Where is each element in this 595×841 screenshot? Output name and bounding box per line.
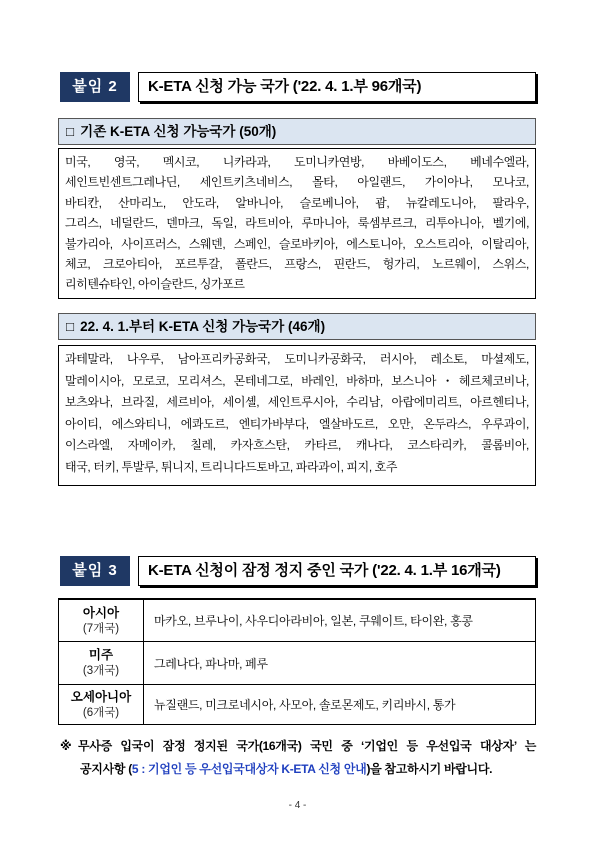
note-line-1 xyxy=(60,735,536,758)
note-line-2-after: )을 참고하시기 바랍니다. xyxy=(366,762,493,776)
group2-country-list xyxy=(58,345,536,486)
annex3-badge: 붙임 3 xyxy=(60,556,130,586)
region-name: 아시아 xyxy=(82,605,120,620)
country-line: 과테말라, 나우루, 남아프리카공화국, 도미니카공화국, 러시아, 레소토, 마셜제도, xyxy=(65,352,529,366)
note-line-2-before: 공지사항 ( xyxy=(80,762,132,776)
square-bullet-icon: □ xyxy=(66,124,75,139)
note-line-1-text: 무사증 입국이 잠정 정지된 국가(16개국) 국민 중 ‘기업인 등 우선입국 대상자’ 는 xyxy=(78,739,536,753)
table-row xyxy=(59,685,536,725)
region-countries: 뉴질랜드, 미크로네시아, 사모아, 솔로몬제도, 키리바시, 통가 xyxy=(144,685,536,725)
region-cell xyxy=(59,642,144,685)
table-row xyxy=(59,599,536,642)
region-countries: 그레나다, 파나마, 페루 xyxy=(144,642,536,685)
country-line: 체코, 크로아티아, 포르투갈, 폴란드, 프랑스, 핀란드, 헝가리, 노르웨이, 스위스, xyxy=(65,257,529,272)
region-countries: 마카오, 브루나이, 사우디아라비아, 일본, 쿠웨이트, 타이완, 홍콩 xyxy=(144,599,536,642)
group2-heading-text: 22. 4. 1.부터 K-ETA 신청 가능국가 (46개) xyxy=(80,319,326,334)
country-line: 미국, 영국, 멕시코, 니카라과, 도미니카연방, 바베이도스, 베네수엘라, xyxy=(65,155,529,169)
country-line: 태국, 터키, 투발루, 튀니지, 트리니다드토바고, 파라과이, 피지, 호주 xyxy=(65,459,398,474)
group1-country-list xyxy=(58,148,536,299)
group1-heading-text: 기존 K-ETA 신청 가능국가 (50개) xyxy=(80,124,277,139)
country-line: 이스라엘, 자메이카, 칠레, 카자흐스탄, 카타르, 캐나다, 코스타리카, 콜롬비아, xyxy=(65,438,529,453)
reference-note xyxy=(60,735,536,781)
region-cell xyxy=(59,599,144,642)
country-line: 바티칸, 산마리노, 안도라, 알바니아, 슬로베니아, 괌, 뉴칼레도니아, 팔라우, xyxy=(65,195,529,210)
region-count: (7개국) xyxy=(82,622,120,635)
annex3-title: K-ETA 신청이 잠정 정지 중인 국가 ('22. 4. 1.부 16개국) xyxy=(138,556,536,586)
suspended-countries-table xyxy=(58,598,536,725)
country-line: 불가리아, 사이프러스, 스웨덴, 스페인, 슬로바키아, 에스토니아, 오스트리아, 이탈리아, xyxy=(65,236,529,251)
country-line: 그리스, 네덜란드, 덴마크, 독일, 라트비아, 루마니아, 룩셈부르크, 리투아니아, 벨기에, xyxy=(65,216,529,231)
region-count: (3개국) xyxy=(82,665,120,677)
annex2-title: K-ETA 신청 가능 국가 ('22. 4. 1.부 96개국) xyxy=(138,72,536,102)
table-row xyxy=(59,642,536,685)
annex2-badge: 붙임 2 xyxy=(60,72,130,102)
note-line-2 xyxy=(60,758,536,781)
notice-reference-text: 5 : 기업인 등 우선입국대상자 K-ETA 신청 안내 xyxy=(131,762,367,776)
group1-heading xyxy=(58,118,536,145)
country-line: 보츠와나, 브라질, 세르비아, 세이셸, 세인트루시아, 수리남, 아랍에미리트, 아르헨티나, xyxy=(65,395,529,410)
page-number: - 4 - xyxy=(288,800,307,811)
reference-mark-icon: ※ xyxy=(60,739,72,753)
country-line: 말레이시아, 모로코, 모리셔스, 몬테네그로, 바레인, 바하마, 보스니아・헤르체코비나, xyxy=(65,373,529,388)
group2-heading xyxy=(58,313,536,340)
region-name: 미주 xyxy=(88,648,114,662)
region-name: 오세아니아 xyxy=(70,689,132,704)
country-line: 아이티, 에스와티니, 에콰도르, 엔티가바부다, 엘살바도르, 오만, 온두라스, 우루과이, xyxy=(65,416,529,431)
region-cell xyxy=(59,685,144,725)
country-line: 리히텐슈타인, 아이슬란드, 싱가포르 xyxy=(65,277,245,292)
square-bullet-icon: □ xyxy=(66,319,75,334)
country-line: 세인트빈센트그레나딘, 세인트키츠네비스, 몰타, 아일랜드, 가이아나, 모나코, xyxy=(65,175,529,190)
region-count: (6개국) xyxy=(82,706,120,719)
